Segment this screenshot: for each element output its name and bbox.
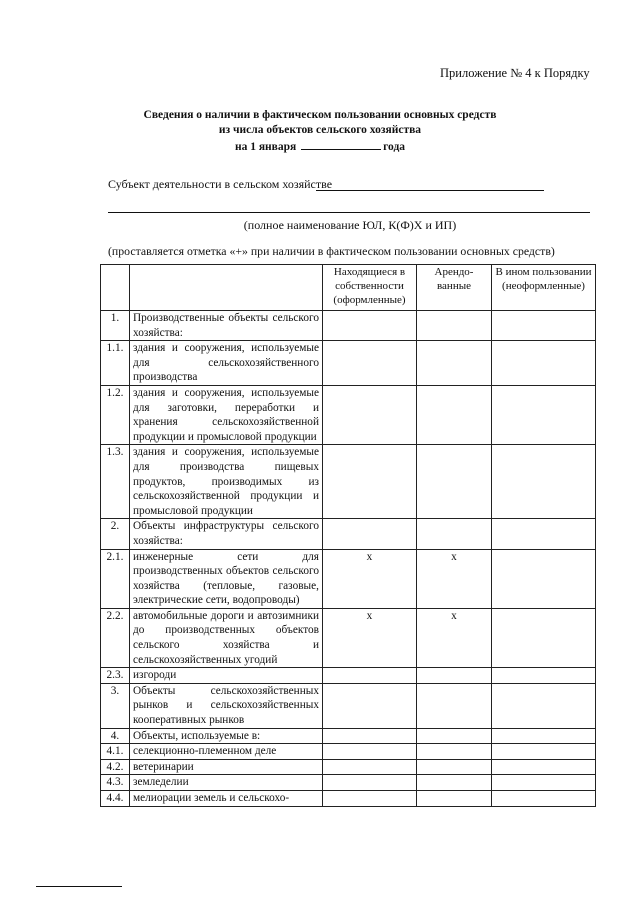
row-number-cell: 1. [101, 311, 130, 341]
row-number-cell: 2.2. [101, 608, 130, 667]
owned-cell[interactable] [323, 668, 417, 684]
leased-cell[interactable] [417, 759, 492, 775]
column-header-owned: Находящиеся в собственности (оформленные) [323, 265, 417, 311]
leased-cell[interactable]: x [417, 608, 492, 667]
leased-cell[interactable] [417, 683, 492, 728]
leased-cell[interactable] [417, 385, 492, 444]
row-number-cell: 4.2. [101, 759, 130, 775]
other-use-cell[interactable] [492, 728, 596, 744]
table-row [101, 385, 596, 444]
table-row [101, 445, 596, 519]
document-title-line-3 [0, 138, 640, 155]
row-description-cell: Объекты сельскохозяйственных рынков и сельскохозяйственных кооперативных рынков [130, 683, 323, 728]
table-row [101, 775, 596, 791]
other-use-cell[interactable] [492, 744, 596, 760]
leased-cell[interactable] [417, 668, 492, 684]
header-num-cell [101, 265, 130, 311]
other-use-cell[interactable] [492, 549, 596, 608]
other-use-cell[interactable] [492, 791, 596, 807]
table-row [101, 744, 596, 760]
other-use-cell[interactable] [492, 775, 596, 791]
leased-cell[interactable] [417, 775, 492, 791]
other-use-cell[interactable] [492, 683, 596, 728]
row-number-cell: 4. [101, 728, 130, 744]
assets-table [100, 264, 596, 807]
owned-cell[interactable] [323, 311, 417, 341]
leased-cell[interactable] [417, 791, 492, 807]
full-name-hint: (полное наименование ЮЛ, К(Ф)Х и ИП) [243, 218, 457, 232]
title-date-suffix: года [383, 141, 406, 153]
row-number-cell: 3. [101, 683, 130, 728]
column-header-other-use: В ином пользовании (неоформленные) [492, 265, 596, 311]
owned-cell[interactable] [323, 445, 417, 519]
table-row [101, 791, 596, 807]
other-use-cell[interactable] [492, 445, 596, 519]
row-description-cell: здания и сооружения, используемые для сельскохозяйственного производства [130, 341, 323, 386]
table-row [101, 683, 596, 728]
leased-cell[interactable]: x [417, 549, 492, 608]
row-number-cell: 4.4. [101, 791, 130, 807]
document-title-line-1: Сведения о наличии в фактическом пользовании основных средств [143, 109, 497, 121]
row-number-cell: 1.3. [101, 445, 130, 519]
year-blank-field[interactable] [301, 138, 381, 150]
table-row [101, 519, 596, 549]
table-row [101, 608, 596, 667]
leased-cell[interactable] [417, 728, 492, 744]
row-description-cell: автомобильные дороги и автозимники до производственных объектов сельского хозяйства и сельскохозяйственных угодий [130, 608, 323, 667]
row-number-cell: 2.1. [101, 549, 130, 608]
title-date-prefix: на 1 января [234, 141, 297, 153]
other-use-cell[interactable] [492, 341, 596, 386]
row-description-cell: ветеринарии [130, 759, 323, 775]
row-number-cell: 2. [101, 519, 130, 549]
owned-cell[interactable] [323, 791, 417, 807]
footnote-separator [36, 886, 122, 887]
table-row [101, 341, 596, 386]
leased-cell[interactable] [417, 445, 492, 519]
table-row [101, 759, 596, 775]
row-description-cell: земледелии [130, 775, 323, 791]
other-use-cell[interactable] [492, 608, 596, 667]
owned-cell[interactable] [323, 683, 417, 728]
row-number-cell: 4.3. [101, 775, 130, 791]
row-description-cell: Объекты, используемые в: [130, 728, 323, 744]
owned-cell[interactable] [323, 728, 417, 744]
row-description-cell: изгороди [130, 668, 323, 684]
owned-cell[interactable] [323, 744, 417, 760]
owned-cell[interactable] [323, 519, 417, 549]
row-description-cell: мелиорации земель и сельскохо- [130, 791, 323, 807]
appendix-label: Приложение № 4 к Порядку [440, 66, 590, 80]
other-use-cell[interactable] [492, 385, 596, 444]
owned-cell[interactable] [323, 341, 417, 386]
instruction-note: (проставляется отметка «+» при наличии в фактическом пользовании основных средств) [108, 244, 555, 258]
row-number-cell: 4.1. [101, 744, 130, 760]
row-description-cell: Объекты инфраструктуры сельского хозяйства: [130, 519, 323, 549]
other-use-cell[interactable] [492, 311, 596, 341]
owned-cell[interactable] [323, 385, 417, 444]
document-title-line-2: из числа объектов сельского хозяйства [218, 124, 422, 136]
column-header-leased: Арендо-ванные [417, 265, 492, 311]
row-number-cell: 1.2. [101, 385, 130, 444]
subject-blank-field[interactable] [316, 190, 544, 191]
table-row [101, 311, 596, 341]
row-description-cell: селекционно-племенном деле [130, 744, 323, 760]
row-description-cell: здания и сооружения, используемые для заготовки, переработки и хранения сельскохозяйственной продукции и промысловой продукции [130, 385, 323, 444]
leased-cell[interactable] [417, 519, 492, 549]
leased-cell[interactable] [417, 311, 492, 341]
other-use-cell[interactable] [492, 759, 596, 775]
row-number-cell: 1.1. [101, 341, 130, 386]
owned-cell[interactable] [323, 759, 417, 775]
row-description-cell: здания и сооружения, используемые для производства пищевых продуктов, производимых из сельскохозяйственной продукции и промысловой продукции [130, 445, 323, 519]
row-description-cell: инженерные сети для производственных объектов сельского хозяйства (тепловые, газовые, электрические сети, водопроводы) [130, 549, 323, 608]
owned-cell[interactable]: x [323, 549, 417, 608]
full-name-blank-field[interactable] [108, 212, 590, 213]
leased-cell[interactable] [417, 744, 492, 760]
table-row [101, 728, 596, 744]
owned-cell[interactable]: x [323, 608, 417, 667]
header-desc-cell [130, 265, 323, 311]
leased-cell[interactable] [417, 341, 492, 386]
row-number-cell: 2.3. [101, 668, 130, 684]
subject-label: Субъект деятельности в сельском хозяйстве [108, 177, 333, 191]
other-use-cell[interactable] [492, 519, 596, 549]
table-row [101, 668, 596, 684]
row-description-cell: Производственные объекты сельского хозяйства: [130, 311, 323, 341]
table-header-row [101, 265, 596, 311]
owned-cell[interactable] [323, 775, 417, 791]
table-row [101, 549, 596, 608]
other-use-cell[interactable] [492, 668, 596, 684]
